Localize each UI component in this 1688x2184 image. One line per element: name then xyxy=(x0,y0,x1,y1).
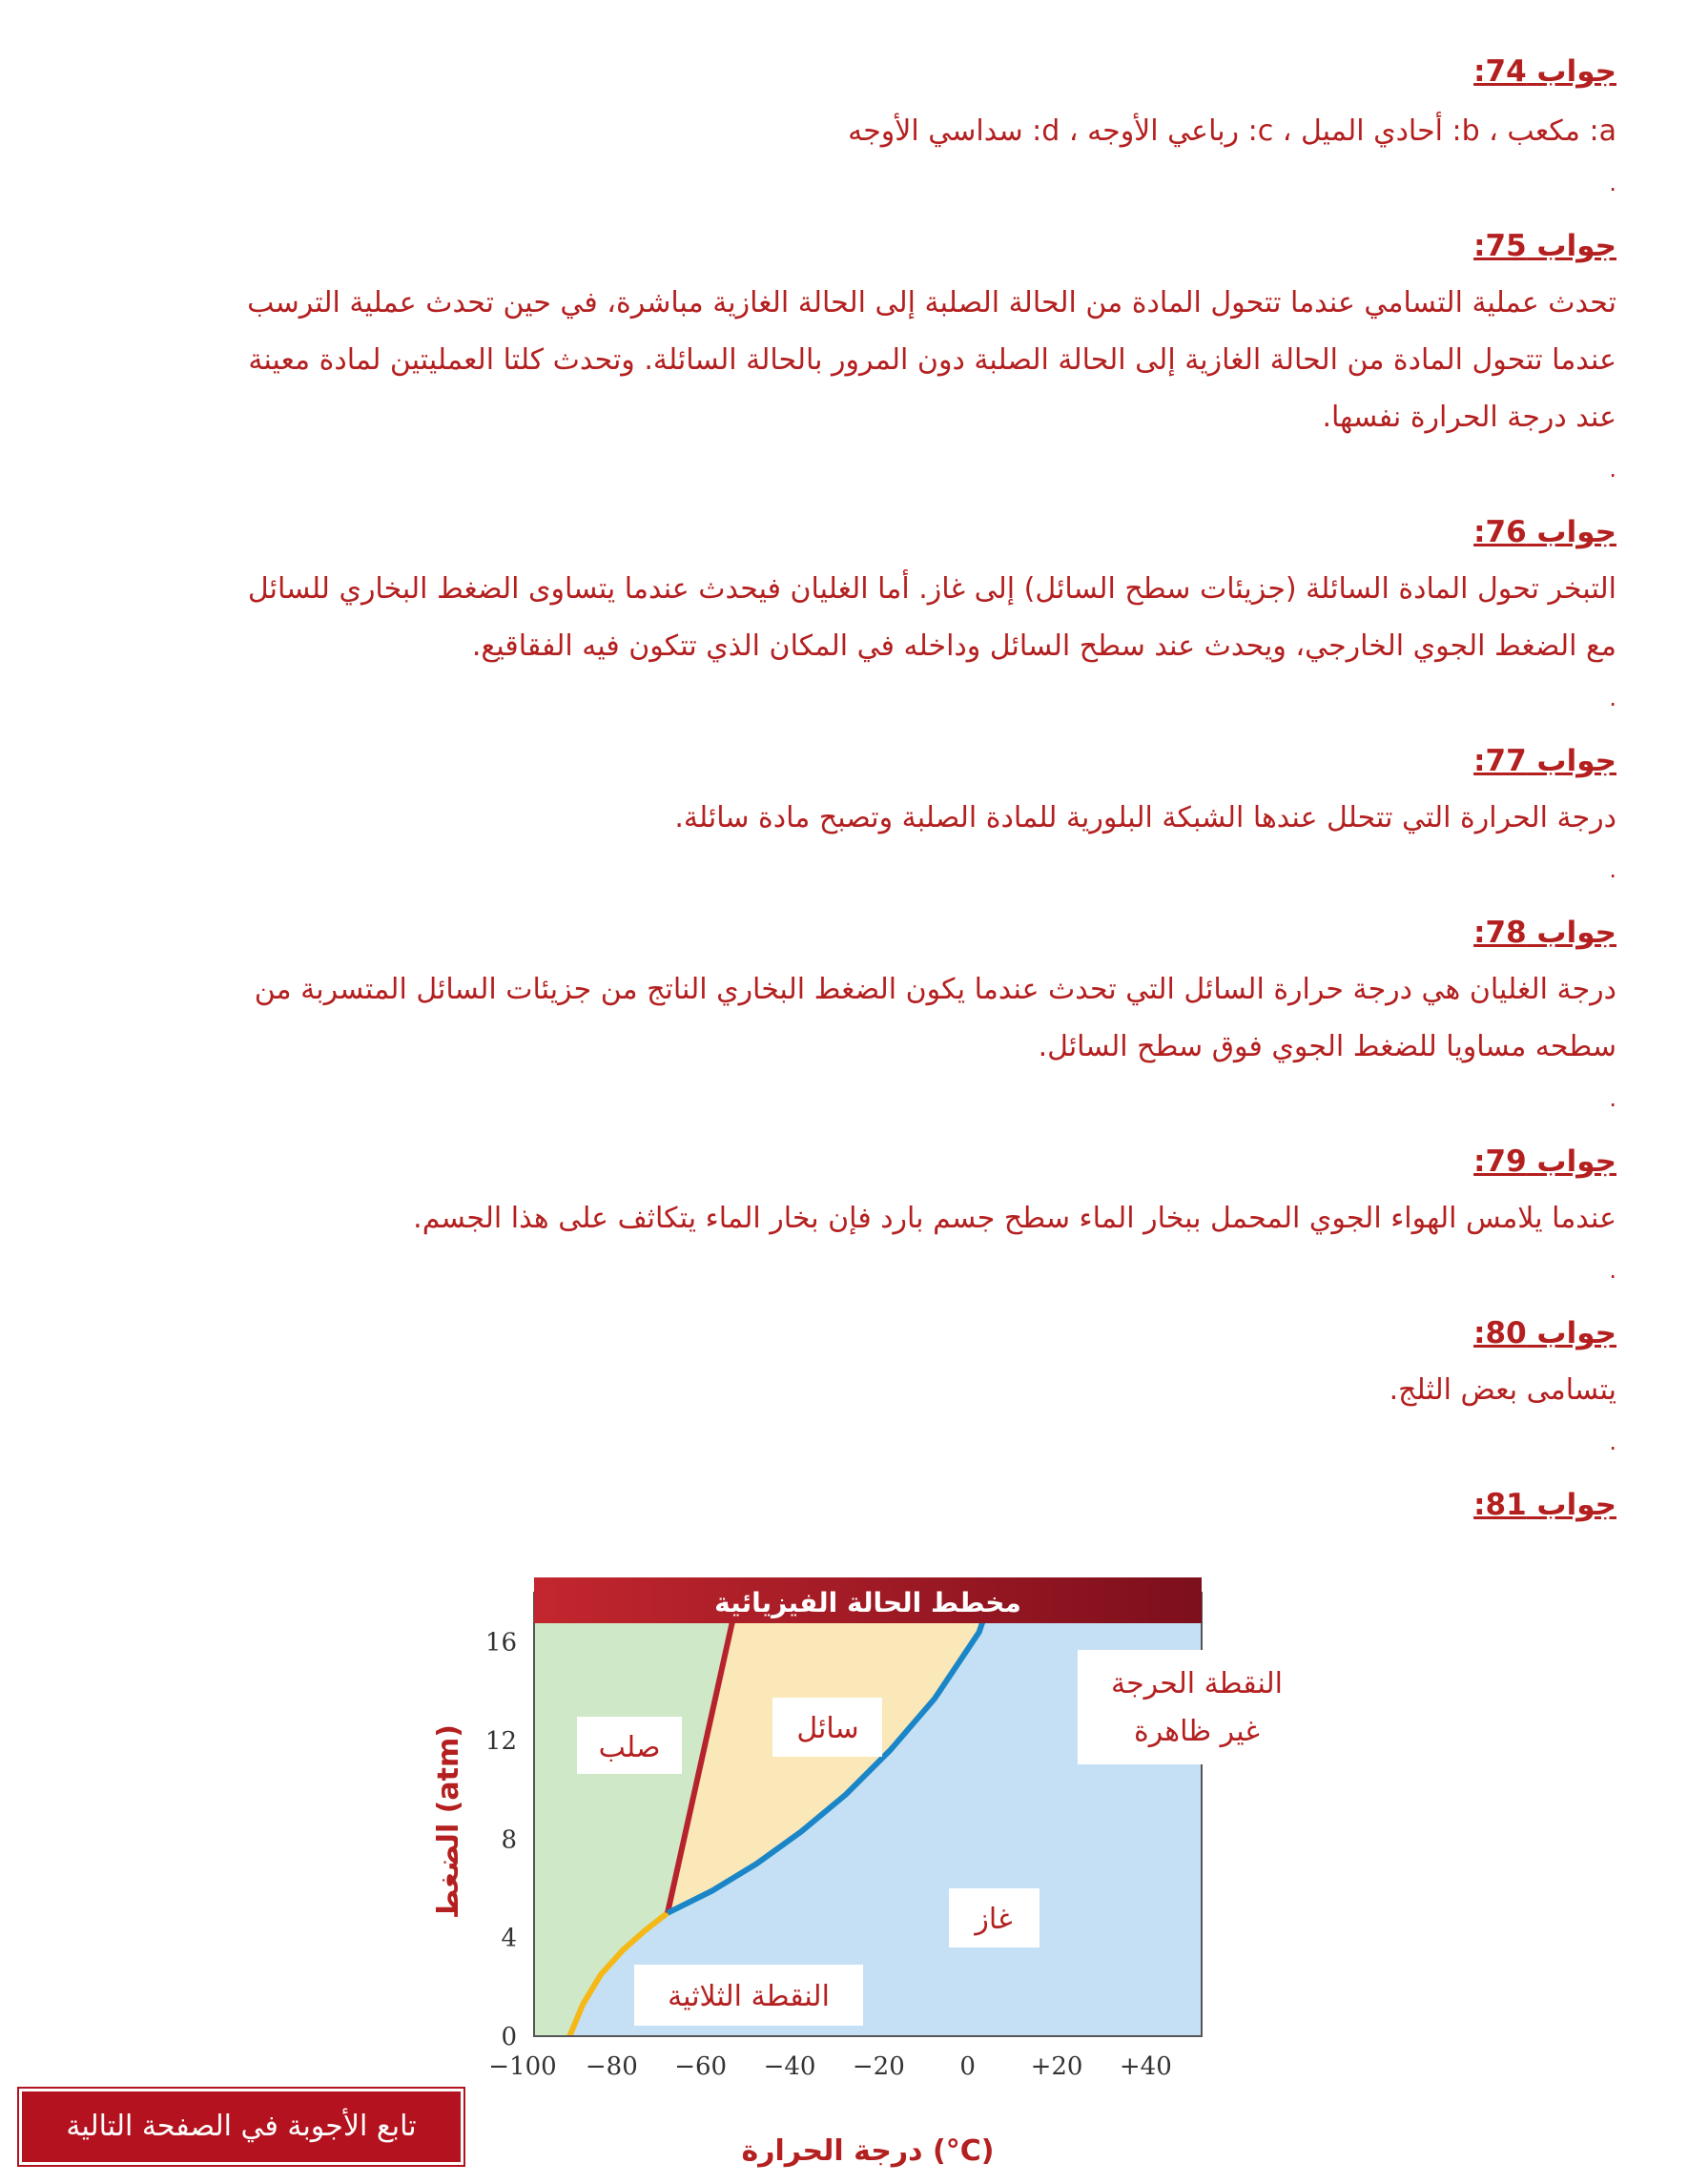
y-axis-label: الضغط (atm) xyxy=(432,1724,465,1919)
y-tick-label: 12 xyxy=(484,1727,517,1756)
answer-77-heading: جواب 77: xyxy=(1473,744,1616,778)
y-axis-ticks xyxy=(485,1629,517,2051)
answer-77-text: درجة الحرارة التي تتحلل عندها الشبكة البلورية للمادة الصلبة وتصبح مادة سائلة. xyxy=(674,801,1616,834)
critical-point-label-line-2: غير ظاهرة xyxy=(1134,1715,1260,1748)
critical-point-label-line-1: النقطة الحرجة xyxy=(1111,1667,1283,1700)
x-tick-label: −40 xyxy=(763,2052,816,2081)
continue-next-page-box: تابع الأجوبة في الصفحة التالية xyxy=(19,2089,463,2165)
x-tick-label: +40 xyxy=(1119,2052,1172,2081)
separator-dot: . xyxy=(1609,1085,1616,1112)
answer-81-heading: جواب 81: xyxy=(1473,1488,1616,1522)
liquid-label: سائل xyxy=(796,1712,859,1745)
x-axis-ticks xyxy=(488,2052,1171,2081)
x-axis-label: درجة الحرارة (°C) xyxy=(741,2134,995,2168)
answer-79-text: عندما يلامس الهواء الجوي المحمل ببخار الماء سطح جسم بارد فإن بخار الماء يتكاثف على هذا الجسم. xyxy=(413,1202,1616,1235)
x-tick-label: 0 xyxy=(959,2052,976,2081)
answer-75-line-3: عند درجة الحرارة نفسها. xyxy=(1322,401,1616,434)
answer-80-heading: جواب 80: xyxy=(1473,1316,1616,1350)
answer-74-text: a: مكعب ، b: أحادي الميل ، c: رباعي الأوجه ، d: سداسي الأوجه xyxy=(848,114,1616,148)
x-tick-label: +20 xyxy=(1030,2052,1083,2081)
x-tick-label: −60 xyxy=(674,2052,728,2081)
answer-79-heading: جواب 79: xyxy=(1473,1144,1616,1179)
answer-76-line-2: مع الضغط الجوي الخارجي، ويحدث عند سطح السائل وداخله في المكان الذي تتكون فيه الفقاقيع. xyxy=(471,629,1616,663)
separator-dot: . xyxy=(1609,456,1616,483)
y-tick-label: 8 xyxy=(501,1825,517,1855)
separator-dot: . xyxy=(1609,856,1616,883)
y-tick-label: 4 xyxy=(501,1924,517,1953)
phase-diagram-chart xyxy=(420,1574,1335,2184)
separator-dot: . xyxy=(1609,1257,1616,1284)
answer-74-heading: جواب 74: xyxy=(1473,54,1616,89)
answer-78-heading: جواب 78: xyxy=(1473,916,1616,950)
answer-78-line-1: درجة الغليان هي درجة حرارة السائل التي تحدث عندما يكون الضغط البخاري الناتج من جزيئات السائل المتسربة من xyxy=(254,973,1616,1006)
answer-75-line-2: عندما تتحول المادة من الحالة الغازية إلى الحالة الصلبة دون المرور بالحالة السائلة. وتحدث كلتا العمليتين لمادة معينة xyxy=(248,343,1616,377)
solid-label: صلب xyxy=(598,1731,661,1764)
answer-80-text: يتسامى بعض الثلج. xyxy=(1389,1373,1616,1407)
separator-dot: . xyxy=(1609,685,1616,711)
answer-75-line-1: تحدث عملية التسامي عندما تتحول المادة من الحالة الصلبة إلى الحالة الغازية مباشرة، في حين تحدث عملية الترسب xyxy=(247,286,1616,319)
x-tick-label: −100 xyxy=(488,2052,557,2081)
separator-dot: . xyxy=(1609,170,1616,196)
y-tick-label: 16 xyxy=(484,1628,517,1658)
answer-76-heading: جواب 76: xyxy=(1473,515,1616,549)
answer-75-heading: جواب 75: xyxy=(1473,229,1616,263)
answer-76-line-1: التبخر تحول المادة السائلة (جزيئات سطح السائل) إلى غاز. أما الغليان فيحدث عندما يتساوى الضغط البخاري للسائل xyxy=(247,572,1616,606)
triple-point-label: النقطة الثلاثية xyxy=(668,1980,830,2013)
y-tick-label: 0 xyxy=(501,2023,517,2051)
chart-title: مخطط الحالة الفيزيائية xyxy=(714,1587,1021,1618)
gas-label: غاز xyxy=(975,1903,1013,1936)
answer-78-line-2: سطحه مساويا للضغط الجوي فوق سطح السائل. xyxy=(1038,1030,1616,1063)
x-tick-label: −20 xyxy=(852,2052,905,2081)
x-tick-label: −80 xyxy=(585,2052,638,2081)
separator-dot: . xyxy=(1609,1429,1616,1455)
